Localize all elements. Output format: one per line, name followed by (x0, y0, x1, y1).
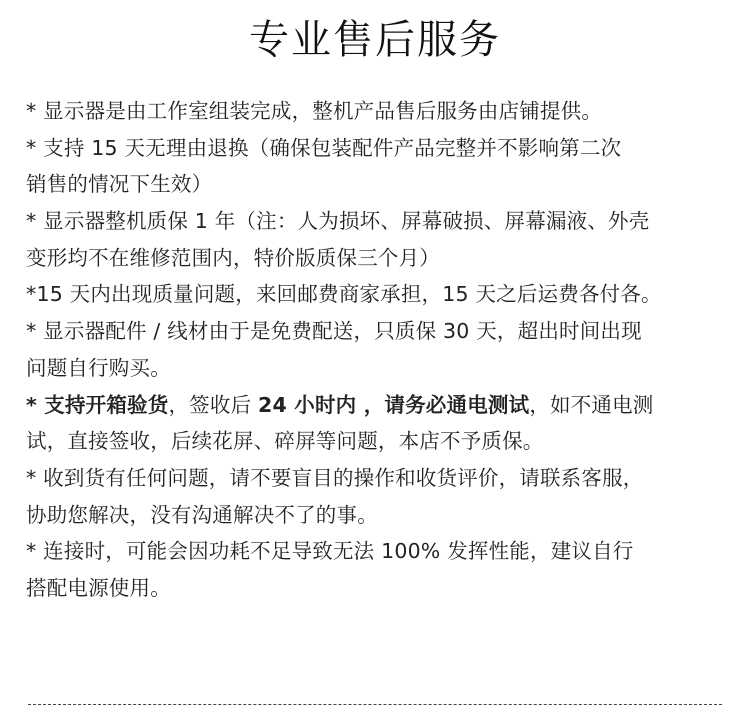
note-line: 搭配电源使用。 (26, 575, 171, 600)
note-line: 变形均不在维修范围内，特价版质保三个月） (26, 245, 440, 270)
note-line: 销售的情况下生效） (26, 172, 213, 197)
note-line: 试，直接签收，后续花屏、碎屏等问题，本店不予质保。 (26, 429, 544, 454)
note-line: 协助您解决，没有沟通解决不了的事。 (26, 502, 378, 527)
bold-inspection-text: * 支持开箱验货 (26, 392, 169, 417)
page-title: 专业售后服务 (249, 17, 501, 63)
note-line: * 连接时，可能会因功耗不足导致无法 100% 发挥性能，建议自行 (26, 539, 634, 564)
note-line: *15 天内出现质量问题，来回邮费商家承担，15 天之后运费各付各。 (26, 282, 662, 307)
note-text: ，签收后 (168, 392, 258, 417)
note-text: ，如不通电测 (529, 392, 654, 417)
note-line: * 显示器是由工作室组装完成，整机产品售后服务由店铺提供。 (26, 99, 603, 123)
note-line: * 显示器整机质保 1 年（注：人为损坏、屏幕破损、屏幕漏液、外壳 (26, 209, 650, 234)
bold-deadline-text: 24 小时内 ，请务必通电测试 (258, 392, 530, 417)
note-line: * 显示器配件 / 线材由于是免费配送，只质保 30 天，超出时间出现 (26, 319, 642, 344)
note-line: 问题自行购买。 (26, 355, 171, 380)
note-line: * 收到货有任何问题，请不要盲目的操作和收货评价，请联系客服， (26, 465, 644, 490)
note-line-mixed (26, 387, 742, 424)
service-notes (26, 93, 742, 607)
note-line: * 支持 15 天无理由退换（确保包装配件产品完整并不影响第二次 (26, 135, 622, 160)
dashed-divider (28, 704, 722, 705)
